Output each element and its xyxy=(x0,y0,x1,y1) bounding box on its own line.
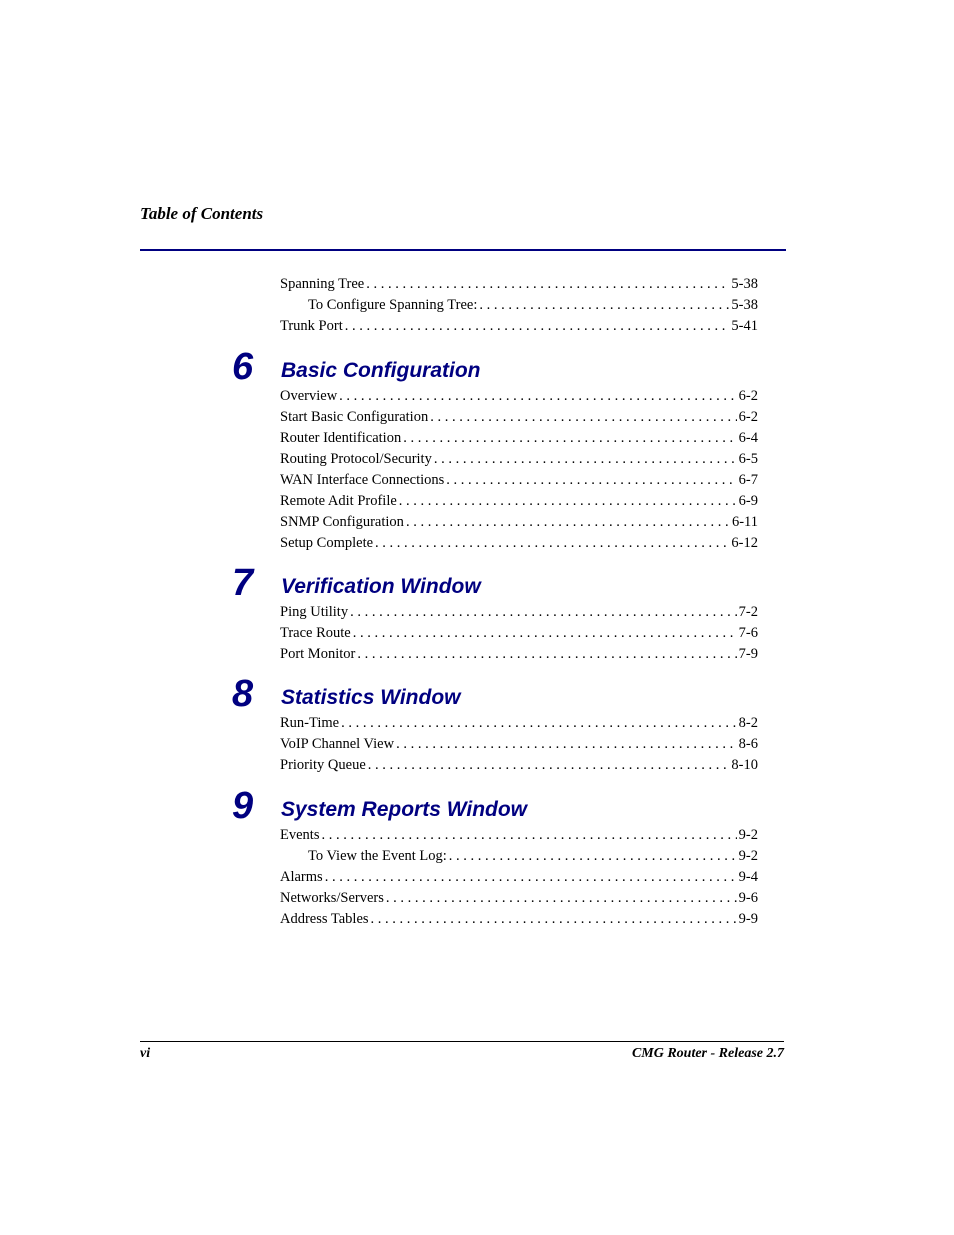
chapter-number: 9 xyxy=(232,785,254,827)
toc-entry[interactable] xyxy=(280,493,758,513)
toc-entry-label: Overview xyxy=(280,388,338,404)
toc-entry[interactable] xyxy=(280,604,758,624)
toc-entry[interactable] xyxy=(280,890,758,910)
dot-leader xyxy=(368,757,730,774)
header-rule xyxy=(140,249,786,251)
toc-entry-page: 6-5 xyxy=(738,451,758,467)
toc-entry[interactable] xyxy=(280,514,758,534)
toc-entry-label: Setup Complete xyxy=(280,535,374,551)
chapter-title[interactable]: Verification Window xyxy=(281,575,481,598)
dot-leader xyxy=(403,430,736,447)
toc-entry[interactable] xyxy=(280,409,758,429)
toc-entry-label: To Configure Spanning Tree: xyxy=(308,297,478,313)
toc-entry-page: 6-9 xyxy=(738,493,758,509)
toc-entry[interactable] xyxy=(308,297,758,317)
dot-leader xyxy=(396,736,737,753)
toc-entry-page: 8-6 xyxy=(738,736,758,752)
toc-entry-label: Alarms xyxy=(280,869,323,885)
toc-entry-label: Trace Route xyxy=(280,625,351,641)
toc-entry-label: Routing Protocol/Security xyxy=(280,451,432,467)
toc-entry[interactable] xyxy=(280,646,758,666)
toc-entry-label: Run-Time xyxy=(280,715,340,731)
running-header-title: Table of Contents xyxy=(140,204,264,223)
toc-entry-page: 5-38 xyxy=(731,276,758,292)
toc-entry-label: Trunk Port xyxy=(280,318,343,334)
dot-leader xyxy=(434,451,737,468)
toc-entry[interactable] xyxy=(280,318,758,338)
toc-entry-page: 9-9 xyxy=(738,911,758,927)
toc-entry[interactable] xyxy=(280,276,758,296)
toc-entry-label: Port Monitor xyxy=(280,646,356,662)
dot-leader xyxy=(371,911,737,928)
footer-document-title: CMG Router - Release 2.7 xyxy=(631,1046,784,1061)
dot-leader xyxy=(386,890,737,907)
toc-entry-page: 7-6 xyxy=(738,625,758,641)
toc-entry-label: WAN Interface Connections xyxy=(280,472,445,488)
dot-leader xyxy=(345,318,730,335)
dot-leader xyxy=(430,409,736,426)
toc-entry-label: Ping Utility xyxy=(280,604,349,620)
dot-leader xyxy=(321,827,736,844)
toc-entry[interactable] xyxy=(280,827,758,847)
toc-entry-label: Networks/Servers xyxy=(280,890,384,906)
toc-entry-page: 9-2 xyxy=(738,827,758,843)
dot-leader xyxy=(350,604,737,621)
dot-leader xyxy=(325,869,737,886)
toc-entry[interactable] xyxy=(280,757,758,777)
toc-entry-page: 6-12 xyxy=(731,535,758,551)
toc-entry-page: 6-2 xyxy=(738,409,758,425)
toc-entry[interactable] xyxy=(280,869,758,889)
dot-leader xyxy=(366,276,729,293)
dot-leader xyxy=(341,715,737,732)
toc-entry-label: Events xyxy=(280,827,320,843)
dot-leader xyxy=(479,297,729,314)
toc-entry-page: 5-41 xyxy=(731,318,758,334)
dot-leader xyxy=(339,388,736,405)
toc-entry-page: 9-2 xyxy=(738,848,758,864)
footer-page-number: vi xyxy=(140,1046,151,1061)
toc-entry-label: Priority Queue xyxy=(280,757,366,773)
toc-entry-page: 6-4 xyxy=(738,430,758,446)
dot-leader xyxy=(353,625,737,642)
toc-entry-page: 7-2 xyxy=(738,604,758,620)
toc-entry-label: Router Identification xyxy=(280,430,402,446)
toc-entry[interactable] xyxy=(280,736,758,756)
toc-entry-label: SNMP Configuration xyxy=(280,514,404,530)
toc-entry-label: Address Tables xyxy=(280,911,369,927)
toc-entry-page: 7-9 xyxy=(738,646,758,662)
toc-entry[interactable] xyxy=(280,911,758,931)
toc-entry-page: 5-38 xyxy=(731,297,758,313)
toc-entry[interactable] xyxy=(280,715,758,735)
toc-entry-label: Start Basic Configuration xyxy=(280,409,429,425)
toc-entry-page: 8-10 xyxy=(731,757,758,773)
toc-entry-label: Spanning Tree xyxy=(280,276,365,292)
toc-entry-page: 6-11 xyxy=(731,514,758,530)
chapter-number: 6 xyxy=(232,346,254,388)
toc-entry[interactable] xyxy=(280,625,758,645)
chapter-number: 7 xyxy=(232,562,254,604)
toc-entry-page: 6-7 xyxy=(738,472,758,488)
toc-entry[interactable] xyxy=(280,388,758,408)
toc-entry[interactable] xyxy=(280,535,758,555)
toc-entry-label: To View the Event Log: xyxy=(308,848,447,864)
chapter-title[interactable]: Basic Configuration xyxy=(281,359,481,382)
dot-leader xyxy=(357,646,736,663)
chapter-title[interactable]: Statistics Window xyxy=(281,686,461,709)
dot-leader xyxy=(375,535,729,552)
dot-leader xyxy=(446,472,736,489)
toc-entry-page: 9-6 xyxy=(738,890,758,906)
toc-entry-label: VoIP Channel View xyxy=(280,736,395,752)
toc-entry[interactable] xyxy=(280,430,758,450)
footer-rule xyxy=(140,1041,784,1042)
toc-entry-page: 8-2 xyxy=(738,715,758,731)
toc-entry[interactable] xyxy=(308,848,758,868)
dot-leader xyxy=(399,493,737,510)
dot-leader xyxy=(406,514,730,531)
toc-entry-page: 9-4 xyxy=(738,869,758,885)
toc-entry[interactable] xyxy=(280,451,758,471)
chapter-title[interactable]: System Reports Window xyxy=(281,798,528,821)
toc-entry-page: 6-2 xyxy=(738,388,758,404)
dot-leader xyxy=(449,848,737,865)
chapter-number: 8 xyxy=(232,673,254,715)
toc-entry[interactable] xyxy=(280,472,758,492)
toc-entry-label: Remote Adit Profile xyxy=(280,493,397,509)
